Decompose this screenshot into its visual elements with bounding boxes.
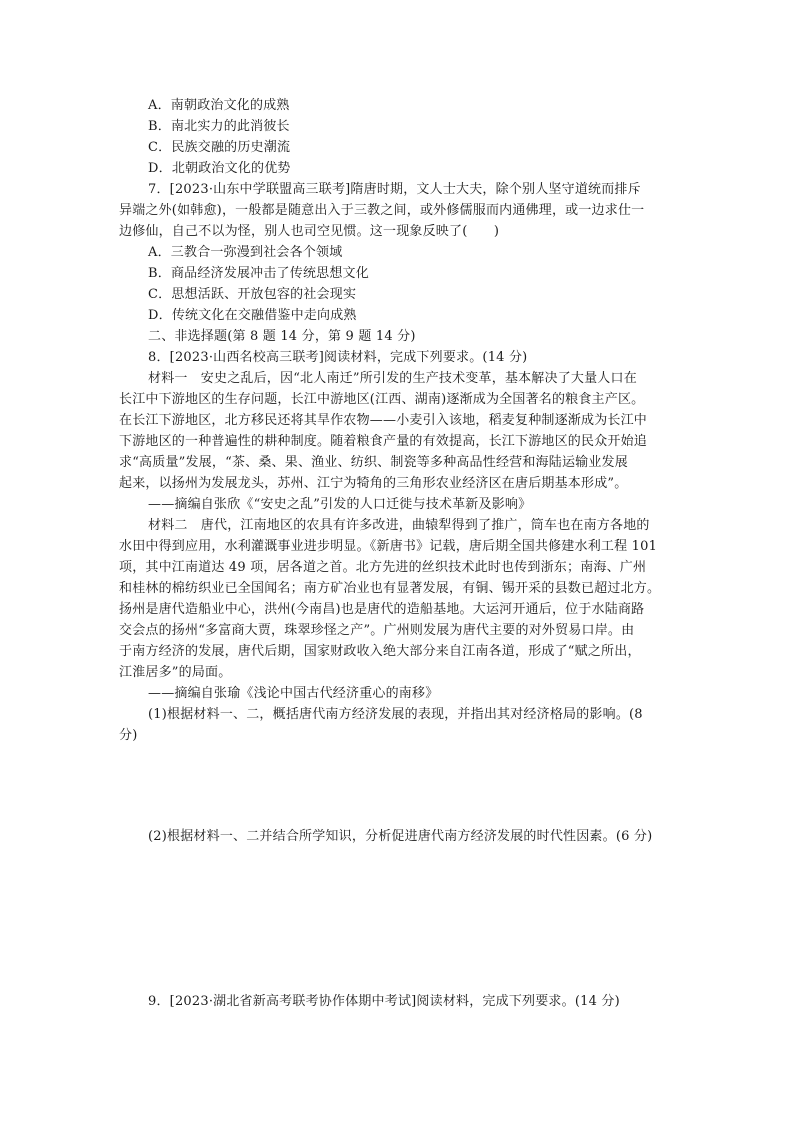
q6-option-d: D．北朝政治文化的优势 [148, 161, 291, 176]
q8-source2: ——摘编自张瑜《浅论中国古代经济重心的南移》 [148, 686, 439, 701]
q8-material1-line: 在长江下游地区，北方移民还将其旱作农物——小麦引入该地，稻麦复种制逐渐成为长江中 [119, 413, 648, 428]
q7-stem-line-3: 边修仙，自己不以为怪，别人也司空见惯。这一现象反映了( ) [119, 224, 500, 239]
q8-material2-line: 江淮居多”的局面。 [119, 665, 232, 680]
q8-material1-line: 材料一 安史之乱后，因“北人南迁”所引发的生产技术变革，基本解决了大量人口在 [148, 371, 637, 386]
q8-subquestion-1: (1)根据材料一、二，概括唐代南方经济发展的表现，并指出其对经济格局的影响。(8 [148, 707, 643, 722]
q7-option-d: D．传统文化在交融借鉴中走向成熟 [148, 308, 357, 323]
q8-material2-line: 扬州是唐代造船业中心，洪州(今南昌)也是唐代的造船基地。大运河开通后，位于水陆商路 [119, 602, 645, 617]
q8-stem: 8．[2023·山西名校高三联考]阅读材料，完成下列要求。(14 分) [148, 350, 528, 365]
q7-stem-line-2: 异端之外(如韩愈)，一般都是随意出入于三教之间，或外修儒服而内通佛理，或一边求仕一 [119, 203, 645, 218]
q8-material1-line: 起来，以扬州为发展龙头，苏州、江宁为犄角的三角形农业经济区在唐后期基本形成”。 [119, 476, 628, 491]
q8-material2-line: 交会点的扬州“多富商大贾，珠翠珍怪之产”。广州则发展为唐代主要的对外贸易口岸。由 [119, 623, 635, 638]
q8-subquestion-2: (2)根据材料一、二并结合所学知识，分析促进唐代南方经济发展的时代性因素。(6 分) [148, 829, 653, 844]
q8-material2-line: 水田中得到应用，水利灌溉事业进步明显。《新唐书》记载，唐后期全国共修建水利工程 101 [119, 539, 658, 554]
q8-material2-line: 材料二 唐代，江南地区的农具有许多改进，曲辕犁得到了推广，筒车也在南方各地的 [148, 518, 650, 533]
q8-material1-line: 下游地区的一种普遍性的耕种制度。随着粮食产量的有效提高，长江下游地区的民众开始追 [119, 434, 648, 449]
q8-material1-line: 求“高质量”发展，“茶、桑、果、渔业、纺织、制瓷等多种高品性经营和海陆运输业发展 [119, 455, 628, 470]
q8-material1-line: 长江中下游地区的生存问题，长江中游地区(江西、湖南)逐渐成为全国著名的粮食主产区。 [119, 392, 645, 407]
q7-stem-line-1: 7．[2023·山东中学联盟高三联考]隋唐时期，文人士大夫，除个别人坚守道统而排斥 [148, 182, 641, 197]
q7-option-b: B．商品经济发展冲击了传统思想文化 [148, 266, 369, 281]
q6-option-b: B．南北实力的此消彼长 [148, 119, 290, 134]
q6-option-a: A．南朝政治文化的成熟 [148, 98, 290, 113]
q9-stem: 9．[2023·湖北省新高考联考协作体期中考试]阅读材料，完成下列要求。(14 分) [148, 994, 620, 1009]
q8-material2-line: 项，其中江南道达 49 项，居各道之首。北方先进的丝织技术此时也传到浙东；南海、广州 [119, 560, 647, 575]
q7-option-c: C．思想活跃、开放包容的社会现实 [148, 287, 357, 302]
q8-material2-line: 于南方经济的发展，唐代后期，国家财政收入绝大部分来自江南各道，形成了“赋之所出， [119, 644, 641, 659]
q7-option-a: A．三教合一弥漫到社会各个领域 [148, 245, 343, 260]
q8-subquestion-1-cont: 分) [119, 728, 138, 743]
q8-material2-line: 和桂林的棉纺织业已全国闻名；南方矿冶业也有显著发展，有铜、锡开采的县数已超过北方。 [119, 581, 661, 596]
q8-source1: ——摘编自张欣《“安史之乱”引发的人口迁徙与技术革新及影响》 [148, 497, 532, 512]
q6-option-c: C．民族交融的历史潮流 [148, 140, 291, 155]
section-heading: 二、非选择题(第 8 题 14 分，第 9 题 14 分) [148, 329, 416, 344]
